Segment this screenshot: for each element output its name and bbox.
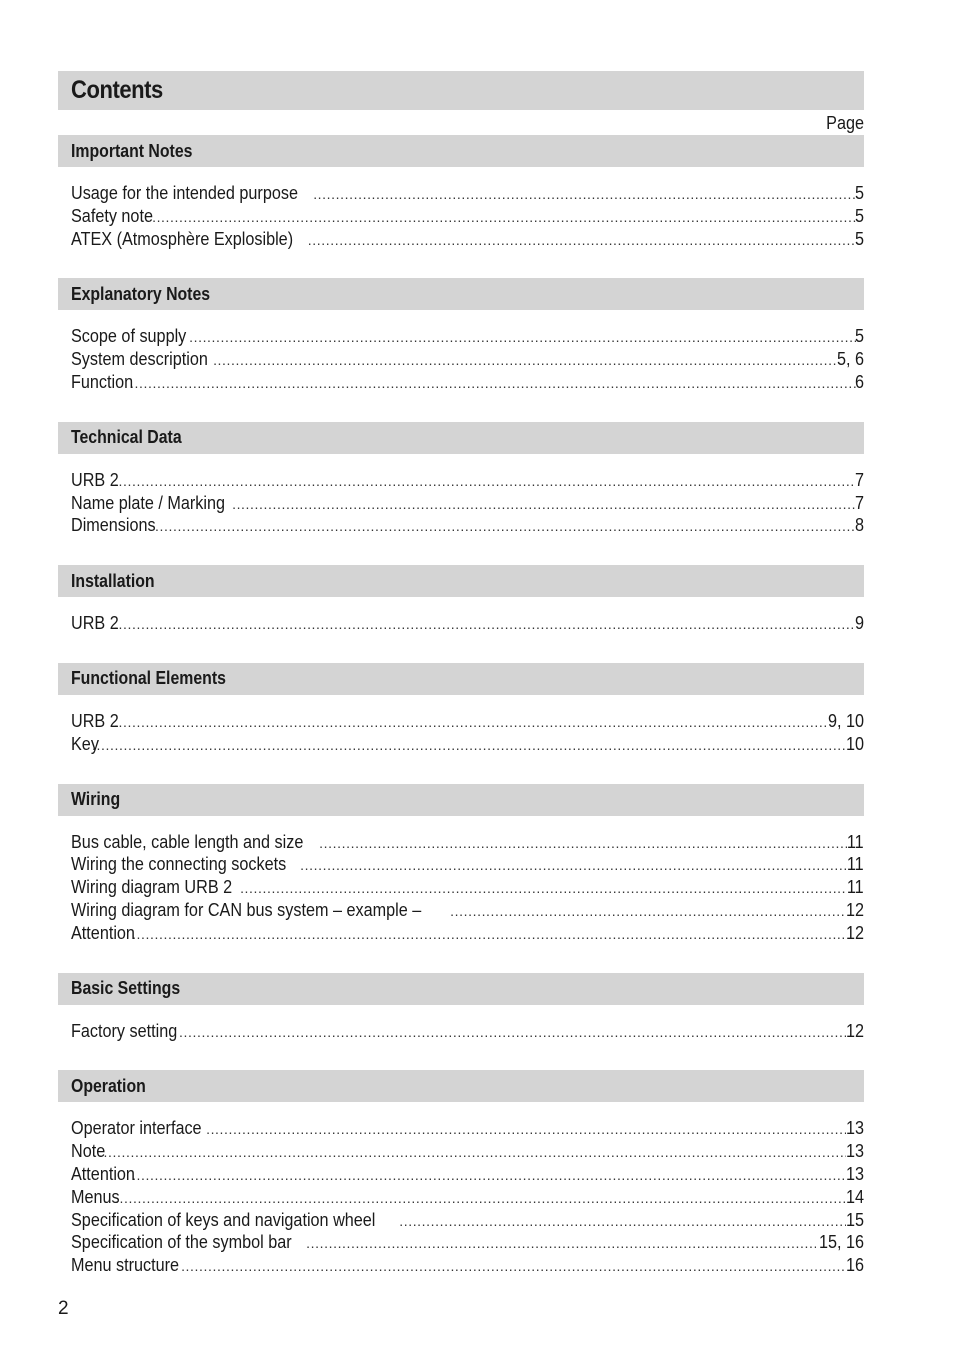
toc-section bbox=[58, 278, 864, 421]
toc-entry-page: 5 bbox=[854, 326, 864, 347]
toc-entry[interactable] bbox=[71, 899, 864, 922]
toc-entry[interactable] bbox=[71, 831, 864, 854]
dot-leader bbox=[114, 613, 856, 636]
toc-entry-label: Specification of keys and navigation wheel bbox=[71, 1209, 376, 1230]
toc-entry-page: 9 bbox=[854, 613, 864, 634]
section-entries bbox=[58, 1005, 864, 1043]
dot-leader bbox=[213, 349, 836, 372]
section-heading-bar bbox=[58, 663, 864, 695]
dot-leader bbox=[189, 326, 856, 349]
toc-entry-page: 5 bbox=[854, 205, 864, 226]
dot-leader bbox=[92, 734, 846, 757]
toc-entry-label: ATEX (Atmosphère Explosible) bbox=[71, 228, 294, 249]
toc-entry[interactable] bbox=[71, 612, 864, 635]
toc-entry[interactable] bbox=[71, 922, 864, 945]
section-heading: Operation bbox=[71, 1075, 146, 1096]
toc-entry-page: 15, 16 bbox=[818, 1232, 864, 1253]
dot-leader bbox=[306, 1232, 816, 1255]
section-entries bbox=[58, 454, 864, 537]
toc-entry[interactable] bbox=[71, 1231, 864, 1254]
dot-leader bbox=[300, 854, 847, 877]
section-heading-bar bbox=[58, 565, 864, 597]
toc-section bbox=[58, 973, 864, 1071]
toc-entry[interactable] bbox=[71, 1163, 864, 1186]
toc-entry[interactable] bbox=[71, 325, 864, 348]
section-entries bbox=[58, 1102, 864, 1277]
dot-leader bbox=[179, 1021, 846, 1044]
toc-section bbox=[58, 1070, 864, 1305]
toc-entry[interactable] bbox=[71, 228, 864, 251]
toc-entry-label: Name plate / Marking bbox=[71, 492, 225, 513]
toc-section bbox=[58, 422, 864, 565]
toc-entry-label: Attention bbox=[71, 922, 135, 943]
toc-entry-label: Operator interface bbox=[71, 1118, 202, 1139]
toc-entry-page: 6 bbox=[854, 371, 864, 392]
toc-entry-page: 9, 10 bbox=[827, 710, 864, 731]
toc-entry[interactable] bbox=[71, 1254, 864, 1277]
toc-entry-label: URB 2 bbox=[71, 710, 119, 731]
toc-entry-page: 15 bbox=[845, 1209, 864, 1230]
toc-entry-label: Wiring diagram URB 2 bbox=[71, 877, 233, 898]
toc-entry[interactable] bbox=[71, 371, 864, 394]
toc-section bbox=[58, 784, 864, 973]
toc-entry-label: Menu structure bbox=[71, 1255, 180, 1276]
toc-entry[interactable] bbox=[71, 469, 864, 492]
toc-entry-label: Menus bbox=[71, 1186, 120, 1207]
section-entries bbox=[58, 597, 864, 635]
toc-entry-label: Specification of the symbol bar bbox=[71, 1232, 292, 1253]
section-heading-bar bbox=[58, 422, 864, 454]
toc-entry-label: Note bbox=[71, 1141, 106, 1162]
toc-entry-page: 12 bbox=[845, 922, 864, 943]
toc-entry[interactable] bbox=[71, 1209, 864, 1232]
toc-entry[interactable] bbox=[71, 492, 864, 515]
toc-entry[interactable] bbox=[71, 348, 864, 371]
toc-entry-label: Bus cable, cable length and size bbox=[71, 831, 304, 852]
dot-leader bbox=[308, 229, 856, 252]
section-heading: Installation bbox=[71, 570, 155, 591]
section-spacer bbox=[58, 945, 864, 973]
page-number: 2 bbox=[58, 1298, 69, 1319]
dot-leader bbox=[232, 493, 856, 516]
toc-entry[interactable] bbox=[71, 1020, 864, 1043]
section-heading-bar bbox=[58, 973, 864, 1005]
dot-leader bbox=[155, 515, 856, 538]
section-spacer bbox=[58, 756, 864, 784]
section-entries bbox=[58, 695, 864, 756]
section-heading-bar bbox=[58, 278, 864, 310]
toc-entry-label: Key bbox=[71, 733, 99, 754]
toc-entry[interactable] bbox=[71, 733, 864, 756]
toc-list bbox=[58, 135, 864, 1305]
toc-section bbox=[58, 565, 864, 663]
dot-leader bbox=[114, 711, 826, 734]
toc-entry-page: 13 bbox=[845, 1163, 864, 1184]
section-heading: Explanatory Notes bbox=[71, 283, 211, 304]
section-heading: Technical Data bbox=[71, 427, 182, 448]
section-heading: Functional Elements bbox=[71, 668, 226, 689]
dot-leader bbox=[313, 183, 856, 206]
toc-entry-label: Dimensions bbox=[71, 515, 156, 536]
dot-leader bbox=[399, 1210, 846, 1233]
dot-leader bbox=[206, 1118, 846, 1141]
page-column-label: Page bbox=[826, 113, 864, 133]
toc-entry-label: Attention bbox=[71, 1163, 135, 1184]
toc-entry[interactable] bbox=[71, 182, 864, 205]
toc-entry-page: 7 bbox=[854, 492, 864, 513]
toc-entry-label: System description bbox=[71, 349, 208, 370]
toc-entry-page: 13 bbox=[845, 1118, 864, 1139]
section-spacer bbox=[58, 635, 864, 663]
section-spacer bbox=[58, 537, 864, 565]
toc-section bbox=[58, 663, 864, 784]
toc-entry-label: Wiring diagram for CAN bus system – example – bbox=[71, 899, 422, 920]
dot-leader bbox=[152, 206, 856, 229]
toc-entry-page: 8 bbox=[854, 515, 864, 536]
dot-leader bbox=[132, 1164, 846, 1187]
section-spacer bbox=[58, 1042, 864, 1070]
dot-leader bbox=[450, 900, 846, 923]
toc-entry-page: 7 bbox=[854, 469, 864, 490]
dot-leader bbox=[240, 877, 847, 900]
section-entries bbox=[58, 167, 864, 250]
section-spacer bbox=[58, 394, 864, 422]
toc-entry[interactable] bbox=[71, 1140, 864, 1163]
toc-page bbox=[58, 71, 864, 1305]
toc-entry-label: Safety note bbox=[71, 205, 153, 226]
toc-entry-page: 5 bbox=[854, 228, 864, 249]
toc-section bbox=[58, 135, 864, 278]
toc-entry-label: Usage for the intended purpose bbox=[71, 183, 298, 203]
toc-entry-label: Scope of supply bbox=[71, 326, 187, 347]
toc-entry-label: URB 2 bbox=[71, 469, 119, 490]
dot-leader bbox=[130, 372, 856, 395]
section-heading: Basic Settings bbox=[71, 978, 181, 999]
section-spacer bbox=[58, 1277, 864, 1305]
dot-leader bbox=[114, 470, 856, 493]
toc-entry-label: URB 2 bbox=[71, 613, 119, 634]
section-heading: Wiring bbox=[71, 789, 121, 810]
toc-entry[interactable] bbox=[71, 205, 864, 228]
toc-entry-page: 10 bbox=[845, 733, 864, 754]
toc-entry[interactable] bbox=[71, 1117, 864, 1140]
dot-leader bbox=[181, 1255, 846, 1278]
title-bar bbox=[58, 71, 864, 110]
toc-entry-page: 16 bbox=[845, 1255, 864, 1276]
toc-entry-label: Wiring the connecting sockets bbox=[71, 854, 287, 875]
page-title: Contents bbox=[71, 76, 163, 104]
toc-entry-page: 11 bbox=[847, 831, 864, 852]
dot-leader bbox=[132, 923, 846, 946]
toc-entry-page: 12 bbox=[845, 899, 864, 920]
toc-entry[interactable] bbox=[71, 710, 864, 733]
toc-entry[interactable] bbox=[71, 1186, 864, 1209]
section-entries bbox=[58, 816, 864, 945]
toc-entry-page: 12 bbox=[845, 1020, 864, 1041]
dot-leader bbox=[115, 1187, 846, 1210]
section-heading-bar bbox=[58, 135, 864, 167]
dot-leader bbox=[319, 832, 847, 855]
toc-entry-page: 11 bbox=[847, 877, 864, 898]
dot-leader bbox=[99, 1141, 846, 1164]
toc-entry[interactable] bbox=[71, 853, 864, 876]
toc-entry[interactable] bbox=[71, 876, 864, 899]
section-heading-bar bbox=[58, 1070, 864, 1102]
section-entries bbox=[58, 310, 864, 393]
toc-entry-label: Factory setting bbox=[71, 1020, 178, 1041]
section-spacer bbox=[58, 250, 864, 278]
toc-entry-label: Function bbox=[71, 371, 134, 392]
toc-entry[interactable] bbox=[71, 514, 864, 537]
toc-entry-page: 5, 6 bbox=[836, 349, 864, 370]
toc-entry-page: 13 bbox=[845, 1141, 864, 1162]
toc-entry-page: 11 bbox=[847, 854, 864, 875]
section-heading-bar bbox=[58, 784, 864, 816]
toc-entry-page: 14 bbox=[845, 1186, 864, 1207]
section-heading: Important Notes bbox=[71, 140, 193, 161]
toc-entry-page: 5 bbox=[854, 183, 864, 203]
